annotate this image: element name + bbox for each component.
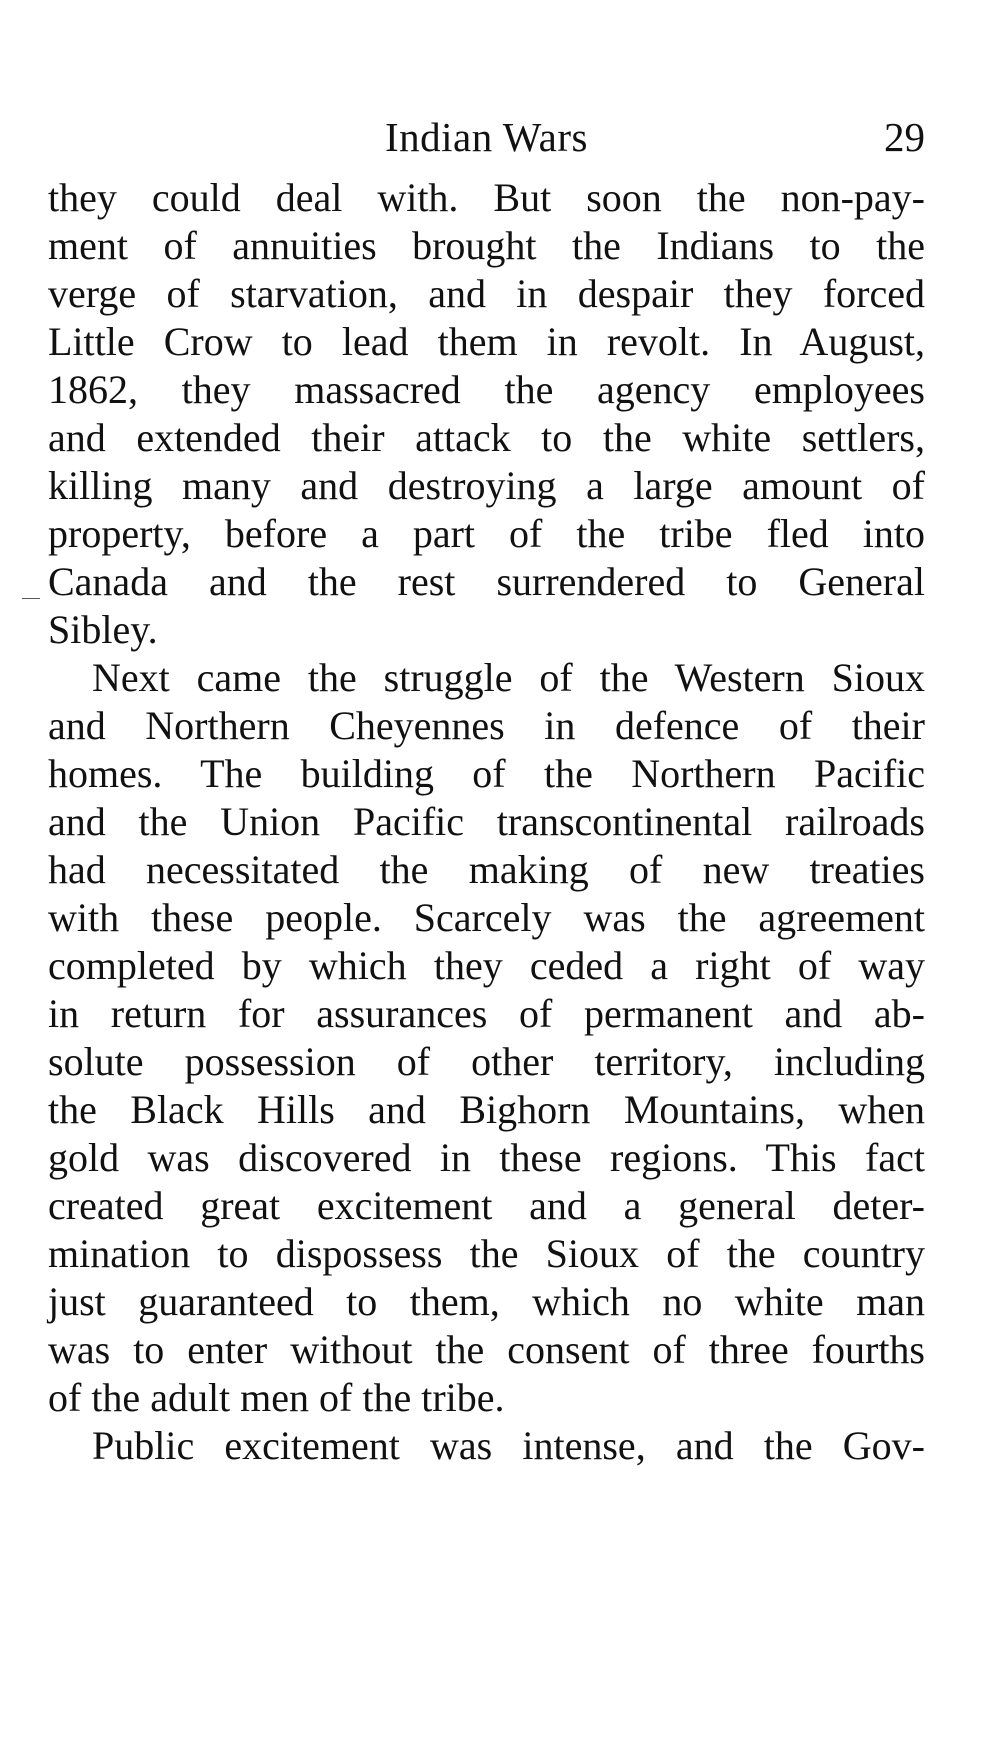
text-line: Next came the struggle of the Western Sioux: [92, 655, 925, 700]
margin-mark: [22, 598, 40, 599]
text-line: verge of starvation, and in despair they forced: [48, 271, 925, 316]
text-line: 1862, they massacred the agency employees: [48, 367, 925, 412]
page-number: 29: [884, 114, 925, 160]
text-line: and extended their attack to the white settlers,: [48, 415, 925, 460]
text-line: had necessitated the making of new treaties: [48, 847, 925, 892]
text-line: just guaranteed to them, which no white man: [48, 1279, 925, 1324]
text-line: Little Crow to lead them in revolt. In August,: [48, 319, 925, 364]
text-line: Sibley.: [48, 607, 158, 652]
text-line: was to enter without the consent of three fourths: [48, 1327, 925, 1372]
text-line: of the adult men of the tribe.: [48, 1375, 505, 1420]
text-line: homes. The building of the Northern Pacific: [48, 751, 925, 796]
text-line: and Northern Cheyennes in defence of their: [48, 703, 925, 748]
text-line: killing many and destroying a large amount of: [48, 463, 925, 508]
text-line: ment of annuities brought the Indians to the: [48, 223, 925, 268]
text-line: completed by which they ceded a right of way: [48, 943, 925, 988]
text-line: and the Union Pacific transcontinental railroads: [48, 799, 925, 844]
text-line: gold was discovered in these regions. This fact: [48, 1135, 925, 1180]
running-head: [48, 112, 925, 162]
text-line: property, before a part of the tribe fled into: [48, 511, 925, 556]
text-line: they could deal with. But soon the non-pay-: [48, 175, 925, 220]
text-line: Public excitement was intense, and the Gov-: [92, 1423, 925, 1468]
text-line: the Black Hills and Bighorn Mountains, when: [48, 1087, 925, 1132]
running-title: Indian Wars: [385, 114, 588, 160]
text-line: created great excitement and a general deter-: [48, 1183, 925, 1228]
text-line: solute possession of other territory, including: [48, 1039, 925, 1084]
text-line: mination to dispossess the Sioux of the country: [48, 1231, 925, 1276]
text-line: Canada and the rest surrendered to General: [48, 559, 925, 604]
text-line: in return for assurances of permanent and ab-: [48, 991, 925, 1036]
text-line: with these people. Scarcely was the agreement: [48, 895, 925, 940]
